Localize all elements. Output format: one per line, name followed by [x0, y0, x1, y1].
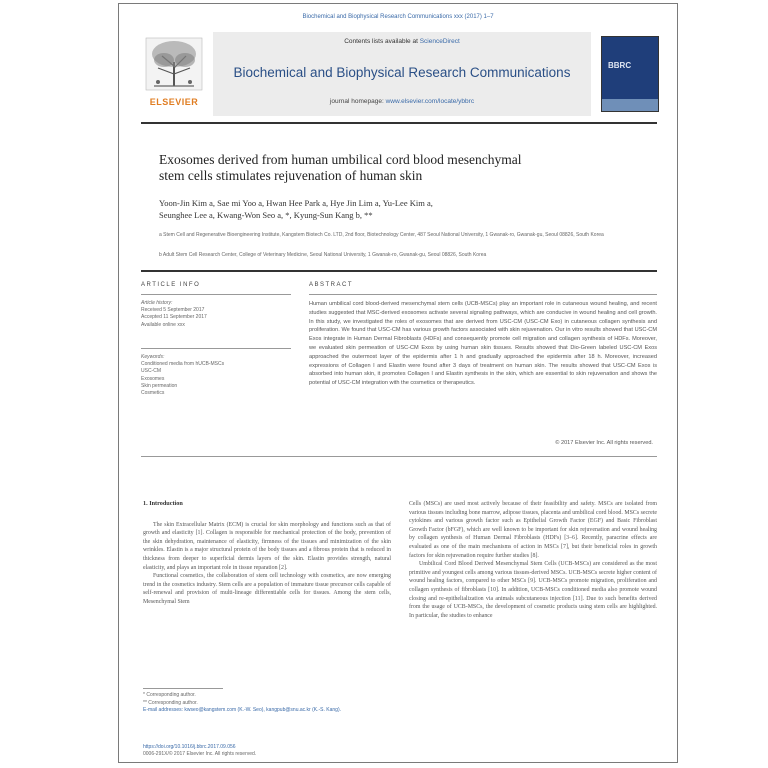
- journal-cover-thumbnail: [601, 36, 659, 112]
- abstract-text: Human umbilical cord blood-derived mesenchymal stem cells (UCB-MSCs) play an important role in cutaneous wound healing, and recent studies suggested that MSC-derived exosomes activate several signaling pathways, which are conducive in wound healing and cell growth. In this study, we investigated the roles of exosomes that are derived from USC-CM (USC-CM Exo) in cutaneous collagen synthesis and proliferation. We found that USC-CM has various growth factors associated with skin rejuvenation. Our in vitro results showed that USC-CM Exos integrate in Human Dermal Fibroblasts (HDFs) and consequently promote cell migration and collagen synthesis of HDFs. Moreover, we evaluated skin permeation of USC-CM Exos by using human skin tissues. Results showed that Dio-Green labeled USC-CM Exos approached the outermost layer of the epidermis after 1 h and gradually approached the epidermis after 18 h. Moreover, increased expressions of Collagen I and Elastin were found after 3 days of treatment on human skin. The results showed that USC-CM Exos is absorbed into human skin, it promotes Collagen I and Elastin synthesis in the skin, which are essential to skin rejuvenation and shows the potential of USC-CM integration with the cosmetics or therapeutics.: [309, 301, 657, 387]
- keywords-label: Keywords:: [141, 354, 165, 360]
- corresponding-author-2: ** Corresponding author.: [143, 699, 198, 706]
- article-history: [141, 300, 291, 329]
- article-title: [159, 152, 629, 184]
- abstract-copyright: © 2017 Elsevier Inc. All rights reserved.: [555, 440, 653, 446]
- keywords-block: [141, 354, 291, 397]
- body-paragraph: Cells (MSCs) are used most actively because of their feasibility and safety. MSCs are isolated from various tissues including bone marrow, adipose tissues, placenta and umbilical cord blood. MSCs secrete cytokines and various growth factor such as Epithelial Growth Factor (EGF) and Basic Fibroblast Growth Factor (bFGF), which are well known to be important for skin rejuvenation and wound healing by collagen synthesis of Human Dermal Fibroblasts (HDFs) [3–6]. Recently, paracrine effects are evaluated as one of the main mechanisms of action in MSCs [7], but their beneficial roles in growth factors for skin rejuvenation require further studies [8].: [409, 501, 657, 559]
- affiliation-a: a Stem Cell and Regenerative Bioengineering Institute, Kangstem Biotech Co. LTD, 2nd floor, Biotechnology Center, 487 Seoul National University, 1 Gwanak-ro, Gwanak-gu, Seoul 08826, South Korea: [159, 232, 604, 238]
- footnotes: [143, 692, 391, 715]
- cover-label: BBRC: [608, 61, 632, 70]
- elsevier-logo: [141, 36, 207, 108]
- keyword-item: Exosomes: [141, 375, 165, 382]
- body-column-left: [143, 500, 391, 607]
- contents-prefix: Contents lists available at: [344, 38, 420, 45]
- abstract-bottom-rule: [141, 456, 657, 457]
- keyword-item: Skin permeation: [141, 382, 178, 389]
- article-info-header: ARTICLE INFO: [141, 282, 201, 288]
- footnote-rule: [143, 688, 223, 689]
- body-column-right: [409, 500, 657, 620]
- body-paragraph: Umbilical Cord Blood Derived Mesenchymal Stem Cells (UCB-MSCs) are considered as the most primitive and youngest cells among various tissues-derived MSCs. UCB-MSCs secrete higher content of wound healing factors, compared to other MSCs [9]. UCB-MSCs promote migration, proliferation and collagen synthesis of fibroblasts [10]. In addition, UCB-MSCs conditioned media also promote wound closing and re-epithelialization via animals subcutaneous injection [11]. Due to such benefits derived from the usage of UCB-MSCs, the development of cosmetic products using stem cells are highlighted. In particular, the studies to enhance: [409, 561, 657, 619]
- article-info-rule: [141, 294, 291, 295]
- journal-title: Biochemical and Biophysical Research Communications: [233, 65, 571, 80]
- abstract-rule: [309, 294, 657, 295]
- journal-reference[interactable]: Biochemical and Biophysical Research Communications xxx (2017) 1–7: [302, 14, 494, 20]
- introduction-heading: 1. Introduction: [143, 500, 183, 507]
- authors-line-2: Seunghee Lee a, Kwang-Won Seo a, *, Kyung-Sun Kang b, **: [159, 210, 373, 220]
- keywords-rule: [141, 348, 291, 349]
- homepage-prefix: journal homepage:: [329, 98, 386, 105]
- body-paragraph: The skin Extracellular Matrix (ECM) is crucial for skin morphology and functions such as that of growth and elasticity [1]. Collagen is responsible for mechanical protection of the body, prevention of the skin dehydration, maintenance of elasticity, firmness of the tissues and minimization of the skin wrinkles. Elastin is a major structural protein of the body tissues and a fibrous protein that is reduced in thickness from deeper to superficial dermis layers of the skin. Elastin provides strength, natural elasticity, and plays an important role in tissue reparation [2].: [143, 521, 391, 571]
- keyword-item: Conditioned media from hUCB-MSCs: [141, 361, 225, 368]
- received-date: Received 5 September 2017: [141, 307, 205, 314]
- article-title-line-1: Exosomes derived from human umbilical cord blood mesenchymal: [159, 152, 522, 167]
- history-label: Article history:: [141, 300, 173, 306]
- keyword-item: Cosmetics: [141, 390, 165, 397]
- header-divider: [141, 270, 657, 272]
- cover-stripe: [602, 99, 658, 111]
- accepted-date: Accepted 11 September 2017: [141, 314, 207, 321]
- author-emails: E-mail addresses: kwseo@kangstem.com (K.-W. Seo), kangpub@snu.ac.kr (K.-S. Kang).: [143, 707, 342, 713]
- keyword-item: USC-CM: [141, 368, 161, 375]
- authors-line-1: Yoon-Jin Kim a, Sae mi Yoo a, Hwan Hee Park a, Hye Jin Lim a, Yu-Lee Kim a,: [159, 198, 433, 208]
- contents-line: [213, 32, 591, 45]
- author-list: [159, 197, 629, 221]
- available-date: Available online xxx: [141, 321, 185, 328]
- doi-link[interactable]: https://doi.org/10.1016/j.bbrc.2017.09.056: [143, 744, 236, 750]
- elsevier-tree-icon: [144, 36, 204, 92]
- article-title-line-2: stem cells stimulates rejuvenation of human skin: [159, 168, 423, 183]
- doi-block: [143, 744, 391, 758]
- publisher-name: ELSEVIER: [149, 97, 199, 107]
- corresponding-author-1: * Corresponding author.: [143, 692, 196, 698]
- body-paragraph: Functional cosmetics, the collaboration of stem cell technology with cosmetics, are now emerging trend in the cosmetics industry. Stem cells are a population of immature tissue precursor cells capable of self-renewal and provision of multi-lineage differentiable cells for tissues. Among the stem cells, Mesenchymal Stem: [143, 573, 391, 605]
- masthead-divider: [141, 122, 657, 124]
- affiliation-b: b Adult Stem Cell Research Center, College of Veterinary Medicine, Seoul National University, 1 Gwanak-ro, Gwanak-gu, Seoul 08826, South Korea: [159, 252, 487, 258]
- issn-line: 0006-291X/© 2017 Elsevier Inc. All rights reserved.: [143, 751, 257, 757]
- journal-banner: [213, 32, 591, 116]
- journal-masthead: [141, 32, 663, 118]
- journal-homepage-link[interactable]: www.elsevier.com/locate/ybbrc: [385, 98, 475, 105]
- paper-page: [118, 3, 678, 763]
- abstract-header: ABSTRACT: [309, 282, 354, 288]
- journal-homepage-line: [213, 98, 591, 105]
- sciencedirect-link[interactable]: ScienceDirect: [419, 38, 460, 45]
